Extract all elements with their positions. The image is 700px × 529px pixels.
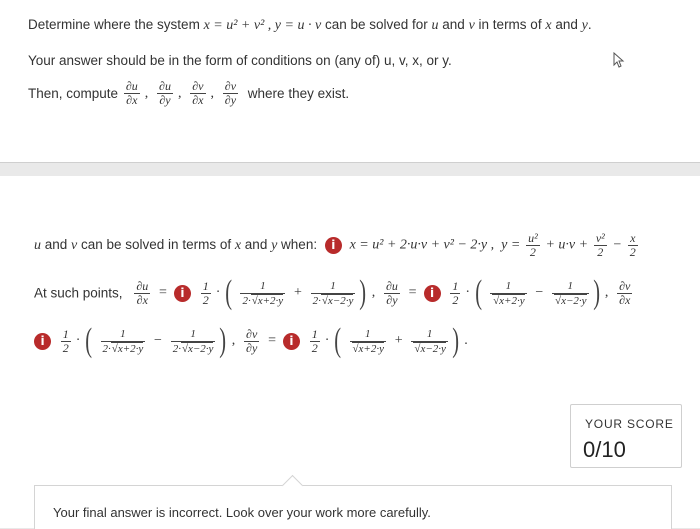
condition-expression: x = u² + 2·u·v + v² − 2·y , y = <box>349 237 521 253</box>
du-dy-label: $\frac{\partial u}{\partial y}$ <box>385 278 398 307</box>
info-icon[interactable]: i <box>283 333 300 350</box>
where-exist-label: where they exist. <box>247 86 350 101</box>
info-icon[interactable]: i <box>34 333 51 350</box>
partial-du-dy: $\frac{\partial u}{\partial y}$ <box>159 79 171 107</box>
solvable-condition-row: u and v can be solved in terms of x and y when: i x = u² + 2·u·v + v² − 2·y , y = $\frac{\text{u²}}{2}$ + u·v + $\frac{\text{v²}}{2}$ − $\frac{x}{2}$ <box>34 231 636 259</box>
partial-dv-dx: $\frac{\partial v}{\partial x}$ <box>192 79 204 107</box>
compute-label: Then, compute <box>28 86 119 101</box>
feedback-box <box>34 485 672 529</box>
partials-row-1: At such points, $\frac{\partial u}{\partial x}$ = i $\frac{1}{2}$ · ( $\frac{1}{2\cdot√x+2\cdot y}$ + $\frac{1}{2\cdot√x-2\cdot y}$ ) , $\frac{\partial u}{\partial y}$ = i $\frac{1}{2}$ · ( $\frac{1}{√x+2\cdot y}$ − $\frac{1}{√x-2\cdot y}$ ) , $\frac{\partial v}{\partial x}$ <box>34 274 631 311</box>
system-equation: x = u² + v² , y = u · v <box>203 18 322 33</box>
answer-form-instruction: Your answer should be in the form of conditions on (any of) u, v, x, or y. <box>28 53 452 68</box>
question-line-2 <box>28 53 452 68</box>
du-dx-label: $\frac{\partial u}{\partial x}$ <box>136 278 149 307</box>
question-card <box>0 0 700 163</box>
info-icon[interactable]: i <box>325 237 342 254</box>
score-box <box>570 404 682 468</box>
feedback-text: Your final answer is incorrect. Look over your work more carefully. <box>53 505 431 520</box>
info-icon[interactable]: i <box>424 285 441 302</box>
mouse-cursor-icon <box>612 52 626 68</box>
dv-dy-label: $\frac{\partial v}{\partial y}$ <box>246 326 258 355</box>
dv-dy-answer: $\frac{1}{2}$ <box>311 326 318 355</box>
question-line-1: Determine where the system x = u² + v² , y = u · v can be solved for u and v in terms of x and y. <box>28 17 592 33</box>
dv-dx-answer: $\frac{1}{2}$ <box>62 326 69 355</box>
at-such-points-label: At such points, <box>34 285 123 301</box>
partial-du-dx: $\frac{\partial u}{\partial x}$ <box>125 79 138 107</box>
dv-dx-label: $\frac{\partial v}{\partial x}$ <box>619 278 631 307</box>
du-dy-answer: $\frac{1}{2}$ <box>452 278 459 307</box>
question-line-3: Then, compute $\frac{\partial u}{\partial x}$ , $\frac{\partial u}{\partial y}$ , $\frac{\partial v}{\partial x}$ , $\frac{\partial v}{\partial y}$ where they exist. <box>28 79 350 107</box>
question-text: Determine where the system <box>28 17 204 32</box>
score-label: YOUR SCORE <box>585 417 674 431</box>
solution-card <box>0 176 700 528</box>
du-dx-answer: $\frac{1}{2}$ <box>202 278 209 307</box>
partial-dv-dy: $\frac{\partial v}{\partial y}$ <box>224 79 237 107</box>
partials-row-2: i $\frac{1}{2}$ · ( $\frac{1}{2\cdot√x+2\cdot y}$ − $\frac{1}{2\cdot√x-2\cdot y}$ ) , $\frac{\partial v}{\partial y}$ = i $\frac{1}{2}$ · ( $\frac{1}{√x+2\cdot y}$ + $\frac{1}{√x-2\cdot y}$ ) . <box>34 326 471 356</box>
info-icon[interactable]: i <box>174 285 191 302</box>
score-value: 0/10 <box>583 437 626 462</box>
